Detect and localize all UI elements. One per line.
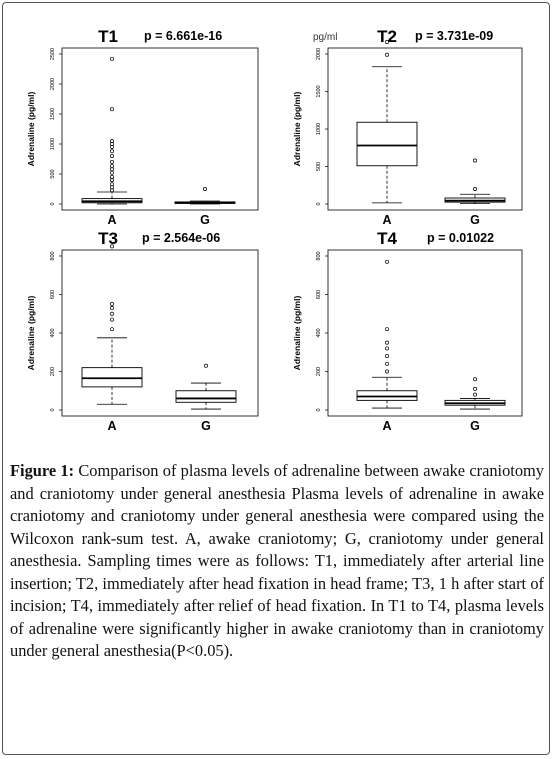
outlier-point <box>385 328 388 331</box>
chart-panel-t2 <box>275 22 535 232</box>
y-tick-label: 2500 <box>50 47 56 61</box>
y-tick-label: 1500 <box>316 85 322 98</box>
outlier-point <box>110 57 113 60</box>
outlier-point <box>385 53 388 56</box>
chart-title-t2: T2 <box>377 27 397 46</box>
outlier-point <box>203 187 206 190</box>
unit-label: pg/ml <box>313 32 338 43</box>
iqr-box <box>176 391 236 403</box>
iqr-box <box>357 122 417 166</box>
y-tick-label: 600 <box>316 289 322 300</box>
box-g <box>445 378 505 409</box>
chart-title-t4: T4 <box>377 229 397 248</box>
outlier-point <box>473 378 476 381</box>
x-tick-label-g: G <box>470 213 480 227</box>
x-tick-label-a: A <box>382 419 392 433</box>
y-tick-label: 600 <box>50 289 56 300</box>
box-g <box>175 187 235 204</box>
outlier-point <box>110 160 113 163</box>
y-tick-label: 2000 <box>316 47 322 61</box>
outlier-point <box>473 393 476 396</box>
box-g <box>445 159 505 204</box>
y-axis-label: Adrenaline (pg/ml) <box>26 295 36 371</box>
outlier-point <box>110 171 113 174</box>
y-axis-label: Adrenaline (pg/ml) <box>292 295 302 371</box>
iqr-box <box>82 368 142 387</box>
outlier-point <box>385 355 388 358</box>
box-g <box>176 364 236 409</box>
x-tick-label-g: G <box>470 419 480 433</box>
y-tick-label: 400 <box>50 328 56 338</box>
outlier-point <box>110 150 113 153</box>
outlier-point <box>204 364 207 367</box>
y-tick-label: 0 <box>50 408 56 412</box>
outlier-point <box>385 260 388 263</box>
y-tick-label: 500 <box>316 161 322 172</box>
caption-text: Comparison of plasma levels of adrenaline between awake craniotomy and craniotomy under general anesthesia Plasma levels of adrenaline in awake craniotomy and craniotomy under general anesthesia were compared using the Wilcoxon rank-sum test. A, awake craniotomy; G, craniotomy under general anesthesia. Sampling times were as follows: T1, immediately after arterial line insertion; T2, immediately after head fixation in head frame; T3, 1 h after start of incision; T4, immediately after relief of head fixation. In T1 to T4, plasma levels of adrenaline were significantly higher in awake craniotomy than in craniotomy under general anesthesia(P<0.05). <box>10 461 544 660</box>
outlier-point <box>473 387 476 390</box>
outlier-point <box>473 187 476 190</box>
box-a <box>357 260 417 408</box>
p-value-t2: p = 3.731e-09 <box>415 29 494 43</box>
y-tick-label: 1500 <box>50 107 56 121</box>
y-tick-label: 0 <box>316 202 322 206</box>
outlier-point <box>385 347 388 350</box>
x-tick-label-a: A <box>382 213 392 227</box>
outlier-point <box>385 362 388 365</box>
plot-frame <box>62 48 258 210</box>
outlier-point <box>473 159 476 162</box>
y-tick-label: 800 <box>50 251 56 261</box>
chart-panel-t4 <box>275 228 535 448</box>
chart-title-t3: T3 <box>98 229 118 248</box>
outlier-point <box>110 318 113 321</box>
y-tick-label: 0 <box>50 202 56 206</box>
x-tick-label-g: G <box>200 213 210 227</box>
x-tick-label-g: G <box>201 419 211 433</box>
p-value-t3: p = 2.564e-06 <box>142 231 221 245</box>
iqr-box <box>357 391 417 401</box>
y-tick-label: 0 <box>316 408 322 412</box>
chart-title-t1: T1 <box>98 27 118 46</box>
x-tick-label-a: A <box>107 213 117 227</box>
outlier-point <box>110 312 113 315</box>
y-axis-label: Adrenaline (pg/ml) <box>292 91 302 167</box>
y-tick-label: 2000 <box>50 77 56 91</box>
box-a <box>357 40 417 202</box>
y-axis-label: Adrenaline (pg/ml) <box>26 91 36 167</box>
p-value-t4: p = 0.01022 <box>427 231 495 245</box>
outlier-point <box>110 108 113 111</box>
chart-panel-t1 <box>20 22 275 232</box>
caption-label: Figure 1: <box>10 461 75 480</box>
figure-caption <box>10 460 544 663</box>
outlier-point <box>110 306 113 309</box>
p-value-t1: p = 6.661e-16 <box>144 29 223 43</box>
box-a <box>82 245 142 404</box>
y-tick-label: 1000 <box>50 137 56 151</box>
y-tick-label: 800 <box>316 251 322 261</box>
x-tick-label-a: A <box>107 419 117 433</box>
outlier-point <box>385 341 388 344</box>
y-tick-label: 200 <box>316 366 322 377</box>
y-tick-label: 400 <box>316 328 322 338</box>
outlier-point <box>110 154 113 157</box>
outlier-point <box>110 328 113 331</box>
chart-panel-t3 <box>20 228 275 448</box>
y-tick-label: 200 <box>50 366 56 377</box>
outlier-point <box>110 303 113 306</box>
y-tick-label: 1000 <box>316 122 322 136</box>
box-a <box>82 57 142 204</box>
y-tick-label: 500 <box>50 169 56 179</box>
outlier-point <box>385 370 388 373</box>
